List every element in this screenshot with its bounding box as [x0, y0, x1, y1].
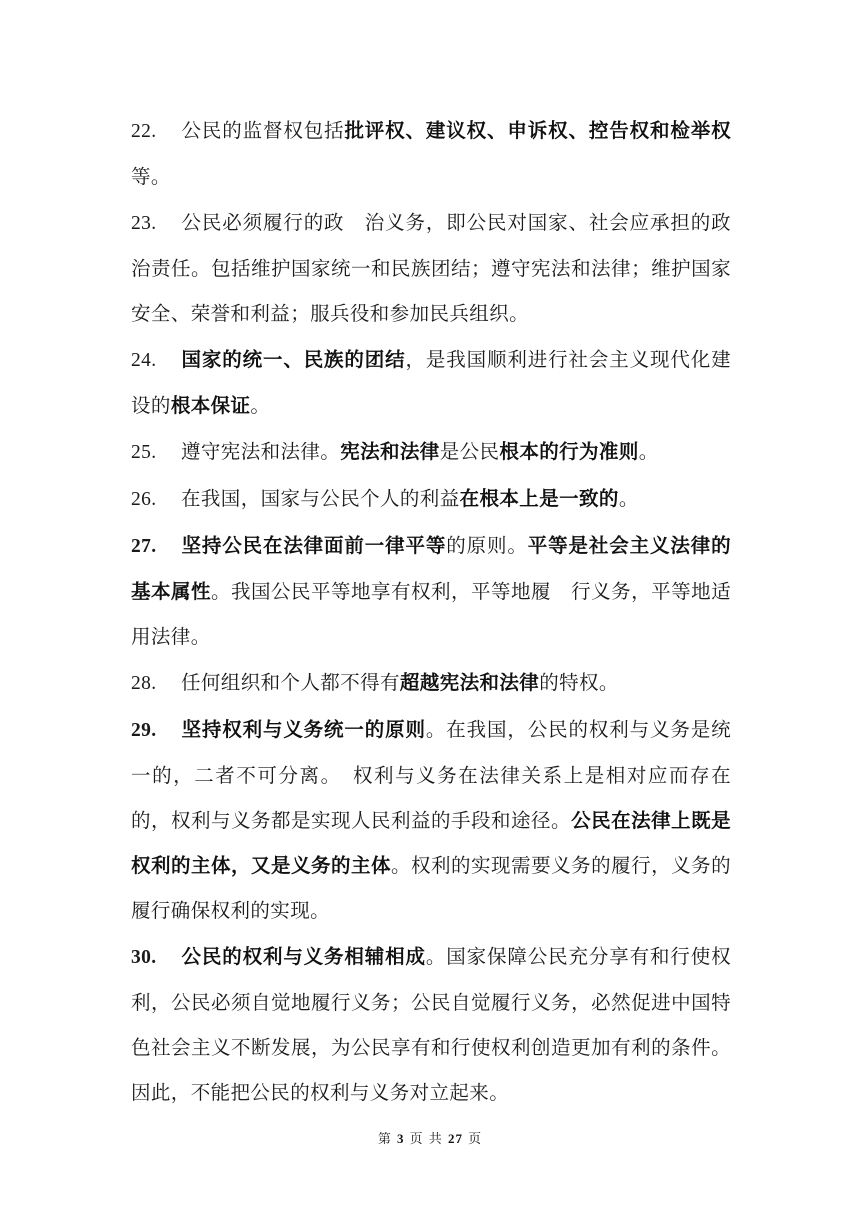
paragraph-number: 24.: [131, 350, 157, 371]
body-text: 。在我国，公民的权利与义务是统一的，二者不可分离。 权利与义务在法律关系上是相对应而存在的，权利与义务都是实现人民利益的手段和途径。: [131, 718, 731, 832]
emphasized-text: 批评权、建议权、申诉权、控告权和检举权: [344, 119, 731, 142]
body-text: 在我国，国家与公民个人的利益: [181, 487, 460, 510]
emphasized-text: 坚持公民在法律面前一律平等: [181, 534, 447, 557]
emphasized-text: 平等是社会主义法律的基本属性: [131, 534, 731, 603]
paragraph-number: 23.: [131, 213, 157, 234]
body-text: 等。: [131, 165, 171, 188]
body-text: 是公民: [439, 440, 500, 463]
body-text: 。我国公民平等地享有权利，平等地履 行义务，平等地适用法律。: [131, 580, 731, 648]
emphasized-text: 坚持权利与义务统一的原则: [181, 718, 426, 741]
emphasized-text: 国家的统一、民族的团结: [181, 348, 406, 371]
footer-total-pages: 27: [447, 1131, 463, 1146]
emphasized-text: 公民在法律上既是权利的主体，又是义务的主体: [131, 809, 731, 877]
emphasized-text: 公民的权利与义务相辅相成: [181, 945, 426, 968]
paragraph-number: 30.: [131, 947, 157, 968]
footer-page-number: 3: [397, 1131, 405, 1146]
emphasized-text: 宪法和法律: [340, 440, 440, 463]
numbered-paragraph: [131, 934, 731, 1115]
body-text: ，是我国顺利进行社会主义现代化建设的: [131, 348, 731, 417]
emphasized-text: 超越宪法和法律: [399, 671, 540, 694]
numbered-paragraph: [131, 523, 731, 659]
body-text: 。国家保障公民充分享有和行使权利，公民必须自觉地履行义务；公民自觉履行义务，必然促进中国特色社会主义不断发展，为公民享有和行使权利创造更加有利的条件。因此，不能把公民的权利与义务对立起来。: [131, 945, 731, 1104]
body-text: 公民必须履行的政 治义务，即公民对国家、社会应承担的政治责任。包括维护国家统一和民族团结；遵守宪法和法律；维护国家安全、荣誉和利益；服兵役和参加民兵组织。: [131, 211, 731, 325]
body-text: 的特权。: [539, 671, 619, 694]
numbered-paragraph: [131, 476, 731, 522]
footer-suffix: 页: [468, 1132, 483, 1147]
body-text: 。: [638, 440, 659, 463]
paragraph-number: 25.: [131, 442, 157, 463]
emphasized-text: 根本的行为准则: [499, 440, 639, 463]
paragraph-number: 28.: [131, 673, 157, 694]
body-text: 公民的监督权包括: [181, 119, 345, 142]
numbered-paragraph: [131, 200, 731, 336]
footer-middle: 页 共: [409, 1132, 443, 1147]
numbered-paragraph: [131, 707, 731, 933]
body-text: 。权利的实现需要义务的履行，义务的履行确保权利的实现。: [131, 854, 731, 922]
paragraph-number: 22.: [131, 121, 157, 142]
emphasized-text: 在根本上是一致的: [459, 487, 619, 510]
footer-prefix: 第: [377, 1132, 392, 1147]
body-text: 任何组织和个人都不得有: [181, 671, 400, 694]
numbered-paragraph: [131, 429, 731, 475]
body-text: 。: [618, 487, 639, 510]
body-text: 的原则。: [446, 534, 528, 557]
body-text: 。: [250, 394, 271, 417]
emphasized-text: 根本保证: [170, 394, 251, 417]
paragraph-number: 27.: [131, 536, 157, 557]
page-footer: [0, 1128, 860, 1147]
body-text: 遵守宪法和法律。: [181, 440, 341, 463]
paragraph-number: 29.: [131, 720, 157, 741]
numbered-paragraph: [131, 660, 731, 706]
numbered-paragraph: [131, 337, 731, 428]
paragraph-number: 26.: [131, 489, 157, 510]
document-body: [131, 108, 731, 1115]
numbered-paragraph: [131, 108, 731, 199]
